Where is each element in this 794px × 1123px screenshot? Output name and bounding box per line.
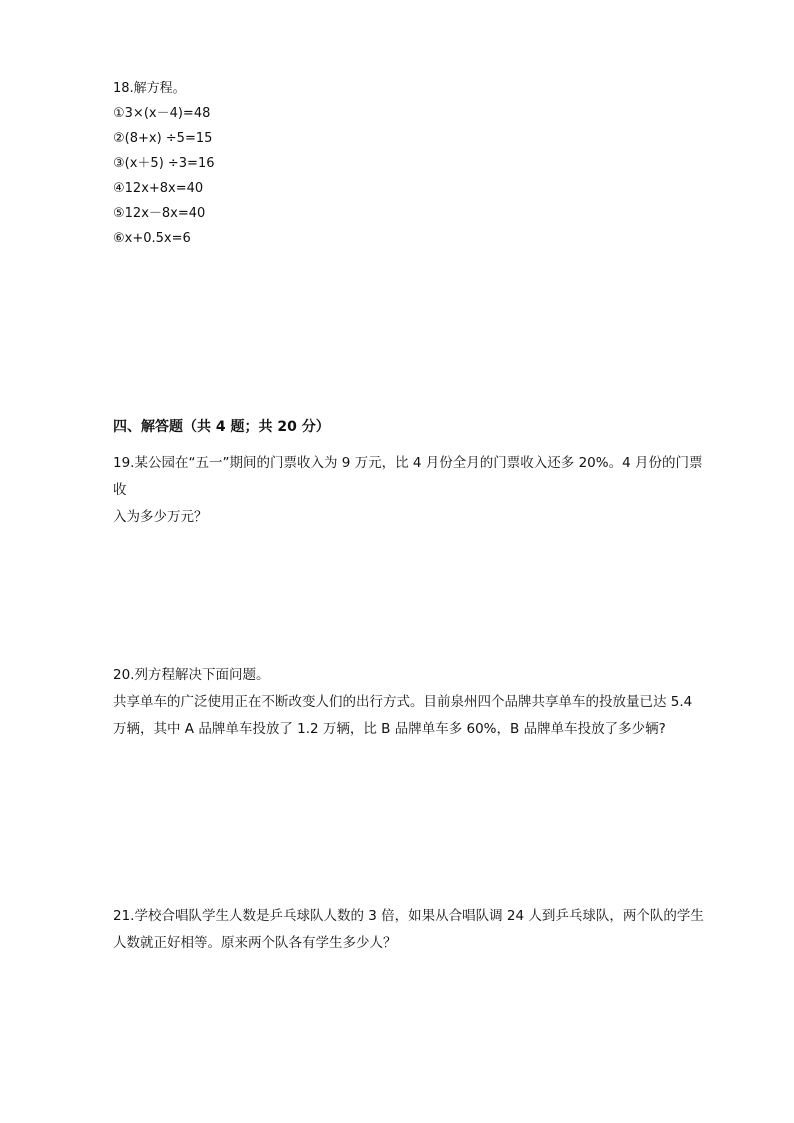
equation-4: ④12x+8x=40	[113, 181, 204, 196]
question-21	[113, 903, 713, 957]
question-21-line-1: 21.学校合唱队学生人数是乒乓球队人数的 3 倍，如果从合唱队调 24 人到乒乓球队，两个队的学生	[113, 908, 704, 924]
question-20	[113, 662, 713, 743]
equation-1: ①3×(x－4)=48	[113, 106, 211, 121]
question-21-line-2: 人数就正好相等。原来两个队各有学生多少人？	[113, 935, 397, 951]
question-19-line-1: 19.某公园在“五一”期间的门票收入为 9 万元，比 4 月份全月的门票收入还多 20%。4 月份的门票收	[113, 455, 703, 498]
equation-2: ②(8+x) ÷5=15	[113, 131, 213, 146]
equation-6: ⑥x+0.5x=6	[113, 231, 191, 246]
section-4-heading: 四、解答题（共 4 题；共 20 分）	[113, 419, 330, 435]
question-20-title: 20.列方程解决下面问题。	[113, 667, 270, 683]
question-20-line-2: 共享单车的广泛使用正在不断改变人们的出行方式。目前泉州四个品牌共享单车的投放量已达 5.4	[113, 694, 693, 710]
question-20-line-3: 万辆，其中 A 品牌单车投放了 1.2 万辆，比 B 品牌单车多 60%，B 品牌单车投放了多少辆?	[113, 721, 666, 737]
question-18	[113, 76, 713, 251]
equation-3: ③(x＋5) ÷3=16	[113, 156, 215, 171]
question-18-title: 18.解方程。	[113, 81, 186, 96]
equation-5: ⑤12x－8x=40	[113, 206, 206, 221]
question-19	[113, 450, 713, 531]
question-19-line-2: 入为多少万元？	[113, 509, 208, 525]
